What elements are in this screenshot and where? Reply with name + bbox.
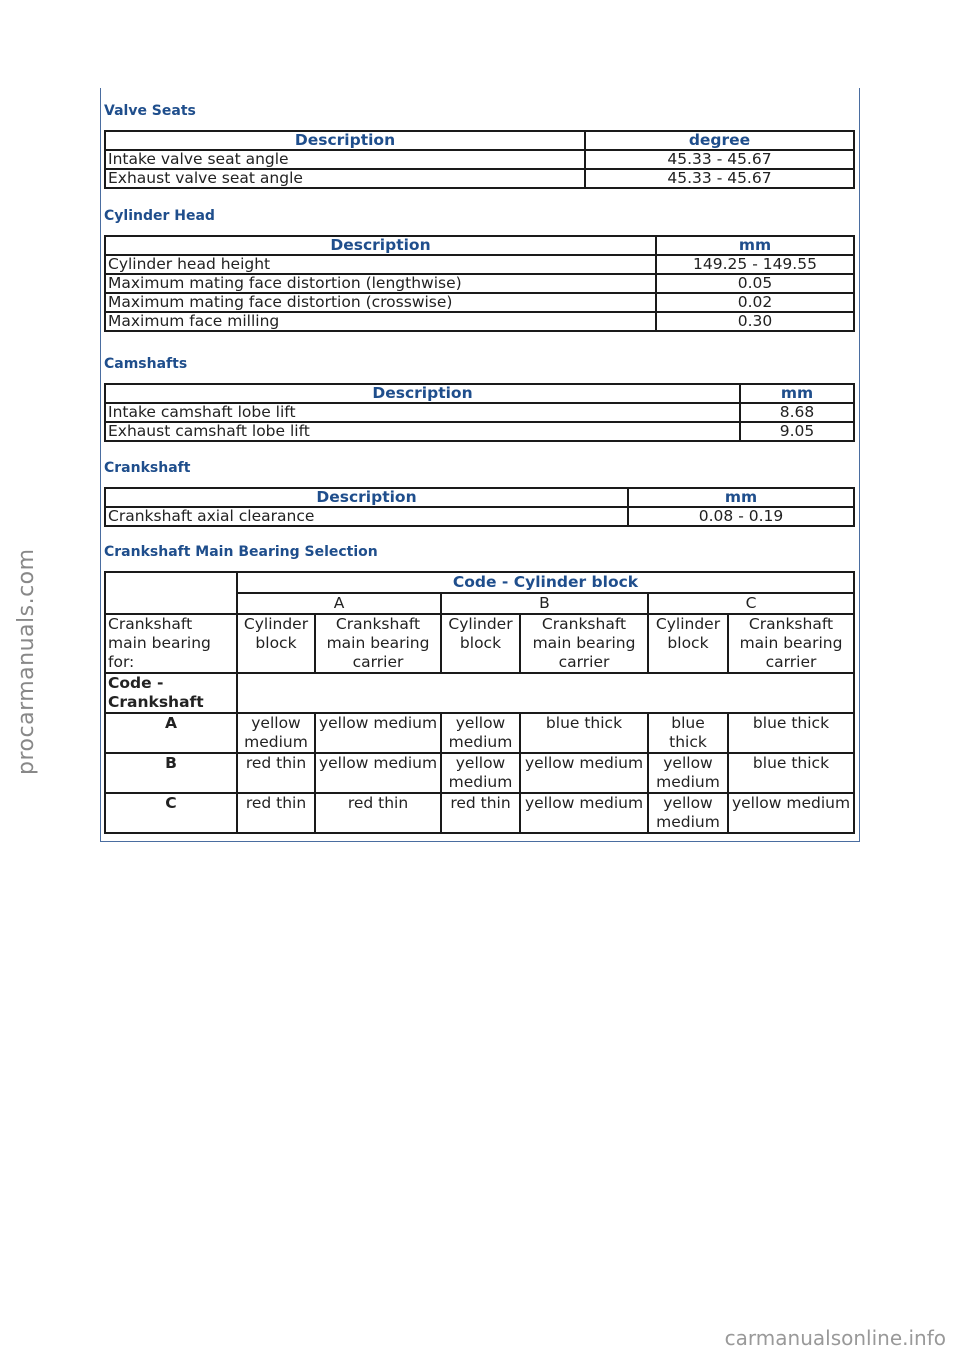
table-cell: red thin xyxy=(315,793,441,833)
table-row xyxy=(105,274,854,293)
col-unit: mm xyxy=(628,488,854,507)
table-cell: red thin xyxy=(441,793,520,833)
table-row xyxy=(105,793,854,833)
col-unit: mm xyxy=(740,384,854,403)
row-value: 45.33 - 45.67 xyxy=(585,169,854,188)
row-description: Cylinder head height xyxy=(105,255,656,274)
sub-col-header: Crankshaft main bearing carrier xyxy=(728,614,854,673)
table-row xyxy=(105,753,854,793)
row-value: 0.02 xyxy=(656,293,854,312)
table-cell: yellow medium xyxy=(648,793,728,833)
valve-seats-table xyxy=(104,130,855,189)
row-description: Exhaust camshaft lobe lift xyxy=(105,422,740,441)
table-cell: yellow medium xyxy=(237,713,315,753)
watermark-side-text: procarmanuals.com xyxy=(14,548,39,775)
heading-camshafts: Camshafts xyxy=(104,356,188,372)
table-row xyxy=(105,713,854,753)
sub-col-header: Cylinder block xyxy=(648,614,728,673)
sub-col-header: Cylinder block xyxy=(441,614,520,673)
code-crankshaft-label: Code - Crankshaft xyxy=(105,673,237,713)
table-row xyxy=(105,293,854,312)
heading-bearing-selection: Crankshaft Main Bearing Selection xyxy=(104,544,378,560)
table-row xyxy=(105,150,854,169)
table-row xyxy=(105,507,854,526)
row-value: 0.05 xyxy=(656,274,854,293)
row-description: Exhaust valve seat angle xyxy=(105,169,585,188)
crankshaft-code: C xyxy=(105,793,237,833)
crankshaft-table xyxy=(104,487,855,527)
col-description: Description xyxy=(105,488,628,507)
table-cell: red thin xyxy=(237,753,315,793)
empty-corner-cell xyxy=(105,572,237,614)
row-value: 0.30 xyxy=(656,312,854,331)
col-unit: mm xyxy=(656,236,854,255)
table-cell: yellow medium xyxy=(441,753,520,793)
table-row xyxy=(105,403,854,422)
group-b-header: B xyxy=(441,593,648,614)
row-value: 9.05 xyxy=(740,422,854,441)
sub-col-header: Cylinder block xyxy=(237,614,315,673)
table-cell: yellow medium xyxy=(728,793,854,833)
row-description: Crankshaft axial clearance xyxy=(105,507,628,526)
table-row xyxy=(105,169,854,188)
bearing-for-label: Crankshaft main bearing for: xyxy=(105,614,237,673)
table-cell: yellow medium xyxy=(441,713,520,753)
col-description: Description xyxy=(105,131,585,150)
row-description: Maximum face milling xyxy=(105,312,656,331)
crankshaft-code: A xyxy=(105,713,237,753)
row-value: 8.68 xyxy=(740,403,854,422)
row-value: 45.33 - 45.67 xyxy=(585,150,854,169)
sub-col-header: Crankshaft main bearing carrier xyxy=(315,614,441,673)
code-cylinder-block-header: Code - Cylinder block xyxy=(237,572,854,593)
table-cell: blue thick xyxy=(648,713,728,753)
row-description: Intake camshaft lobe lift xyxy=(105,403,740,422)
heading-crankshaft: Crankshaft xyxy=(104,460,191,476)
table-cell: yellow medium xyxy=(520,753,648,793)
empty-spacer-cell xyxy=(237,673,854,713)
row-value: 149.25 - 149.55 xyxy=(656,255,854,274)
col-description: Description xyxy=(105,236,656,255)
camshafts-table xyxy=(104,383,855,442)
bearing-selection-table xyxy=(104,571,855,834)
col-description: Description xyxy=(105,384,740,403)
group-c-header: C xyxy=(648,593,854,614)
crankshaft-code: B xyxy=(105,753,237,793)
group-a-header: A xyxy=(237,593,441,614)
row-value: 0.08 - 0.19 xyxy=(628,507,854,526)
table-cell: blue thick xyxy=(520,713,648,753)
table-row xyxy=(105,312,854,331)
table-cell: blue thick xyxy=(728,713,854,753)
sub-col-header: Crankshaft main bearing carrier xyxy=(520,614,648,673)
table-cell: yellow medium xyxy=(520,793,648,833)
row-description: Intake valve seat angle xyxy=(105,150,585,169)
table-cell: blue thick xyxy=(728,753,854,793)
heading-valve-seats: Valve Seats xyxy=(104,103,196,119)
table-cell: yellow medium xyxy=(648,753,728,793)
table-cell: red thin xyxy=(237,793,315,833)
heading-cylinder-head: Cylinder Head xyxy=(104,208,215,224)
col-unit: degree xyxy=(585,131,854,150)
cylinder-head-table xyxy=(104,235,855,332)
table-cell: yellow medium xyxy=(315,753,441,793)
table-cell: yellow medium xyxy=(315,713,441,753)
row-description: Maximum mating face distortion (lengthwise) xyxy=(105,274,656,293)
table-row xyxy=(105,422,854,441)
watermark-bottom-text: carmanualsonline.info xyxy=(724,1326,946,1350)
table-row xyxy=(105,255,854,274)
row-description: Maximum mating face distortion (crosswise) xyxy=(105,293,656,312)
